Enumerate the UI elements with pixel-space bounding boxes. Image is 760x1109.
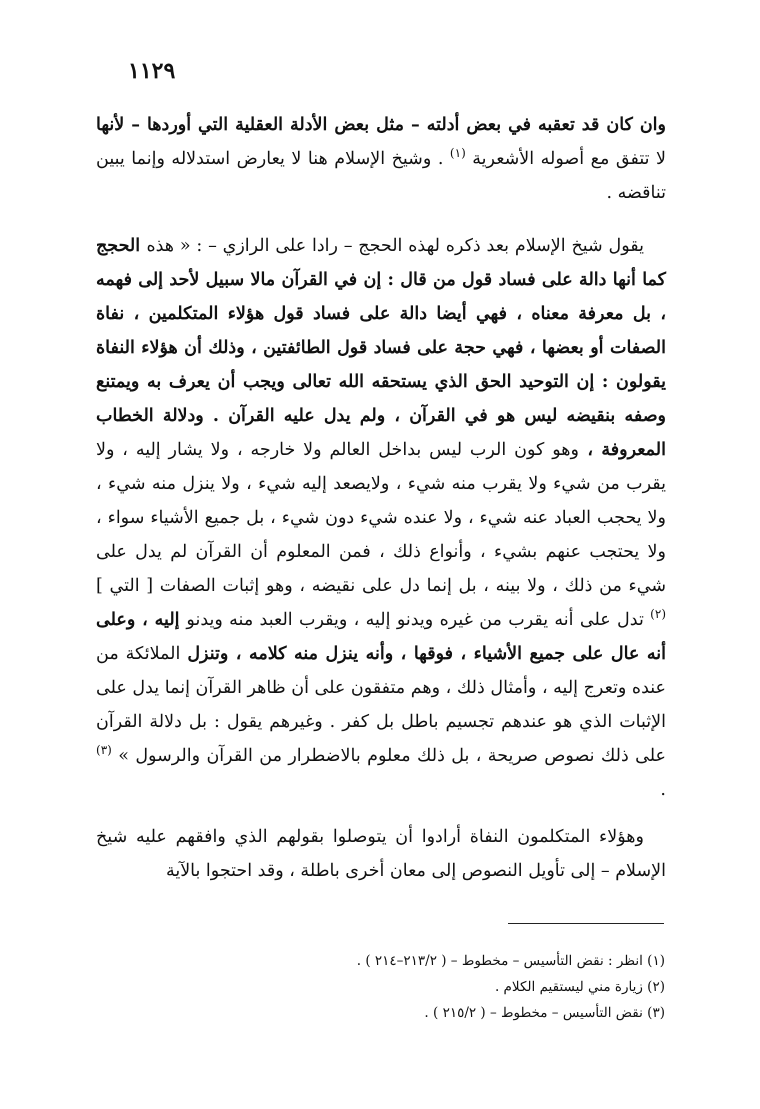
- footnote-2: (٢) زيارة مني ليستقيم الكلام .: [494, 979, 665, 995]
- paragraph-1-text-b: . وشيخ الإسلام هنا لا يعارض استدلاله وإنما يبين تناقضه .: [96, 149, 666, 203]
- footnotes: [200, 948, 665, 1026]
- paragraph-3-text: وهؤلاء المتكلمون النفاة أرادوا أن يتوصلوا بقولهم الذي وافقهم عليه شيخ الإسلام – إلى تأويل النصوص إلى معان أخرى باطلة ، وقد احتجوا بالآية: [96, 827, 666, 881]
- paragraph-2-bold-2: إليه ، وعلى أنه عال على جميع الأشياء ، فوقها ، وأنه ينزل منه كلامه ، وتنزل: [96, 610, 666, 664]
- paragraph-2-bold-1: الحجج كما أنها دالة على فساد قول من قال : إن في القرآن مالا سبيل لأحد إلى فهمه ، بل معرفة معناه ، فهي أيضا دالة على فساد قول هؤلاء المتكلمين ، نفاة الصفات أو بعضها ، فهي حجة على فساد قول الطائفتين ، وذلك أن هؤلاء النفاة يقولون : إن التوحيد الحق الذي يستحقه الله تعالى ويجب أن يعرف به ويمتنع وصفه بنقيضه ليس هو في القرآن ، ولم يدل عليه القرآن . ودلالة الخطاب المعروفة ،: [96, 236, 666, 460]
- paragraph-2-end: .: [660, 780, 666, 800]
- paragraph-1-text-a: لا تتفق مع أصوله الأشعرية: [472, 149, 666, 169]
- paragraph-2-text-3: تدل على أنه يقرب من غيره ويدنو إليه ، ويقرب العبد منه ويدنو: [186, 610, 651, 630]
- page-number: ١١٢٩: [128, 58, 176, 84]
- footnote-divider: [508, 923, 664, 924]
- footnote-3: (٣) نقض التأسيس – مخطوط – ( ٢١٥/٢ ) .: [424, 1005, 665, 1021]
- paragraph-2: [96, 229, 666, 807]
- paragraph-2-text-2: وهو كون الرب ليس بداخل العالم ولا خارجه ، ولا يشار إليه ، ولا يقرب من شيء ولا يقرب منه شيء ، ولايصعد إليه شيء ، ولا ينزل منه شيء ، ولا يحجب العباد عنه شيء ، ولا عنده شيء دون شيء ، بل جميع الأشياء سواء ، ولا يحتجب عنهم بشيء ، وأنواع ذلك ، فمن المعلوم أن القرآن لم يدل على شيء من ذلك ، ولا بينه ، بل إنما دل على نقيضه ، وهو إثبات الصفات [ التي ]: [96, 440, 666, 596]
- footnote-ref-3[interactable]: (٣): [96, 743, 112, 758]
- paragraph-1: [96, 108, 666, 210]
- footnote-1: (١) انظر : نقض التأسيس – مخطوط – ( ٢١٣/٢–٢١٤ ) .: [356, 953, 665, 969]
- paragraph-3: [96, 820, 666, 888]
- footnote-ref-2[interactable]: (٢): [650, 607, 666, 622]
- footnote-ref-1[interactable]: (١): [449, 146, 466, 161]
- paragraph-2-intro: يقول شيخ الإسلام بعد ذكره لهذه الحجج – رادا على الرازي – : « هذه: [146, 236, 644, 256]
- paragraph-2-text-4: الملائكة من عنده وتعرج إليه ، وأمثال ذلك ، وهم متفقون على أن ظاهر القرآن إنما يدل على الإثبات الذي هو عندهم تجسيم باطل بل كفر . وغيرهم يقول : بل دلالة القرآن على ذلك نصوص صريحة ، بل ذلك معلوم بالاضطرار من القرآن والرسول »: [96, 644, 666, 766]
- paragraph-1-bold-lead: وان كان قد تعقبه في بعض أدلته – مثل بعض الأدلة العقلية التي أوردها – لأنها: [96, 115, 666, 135]
